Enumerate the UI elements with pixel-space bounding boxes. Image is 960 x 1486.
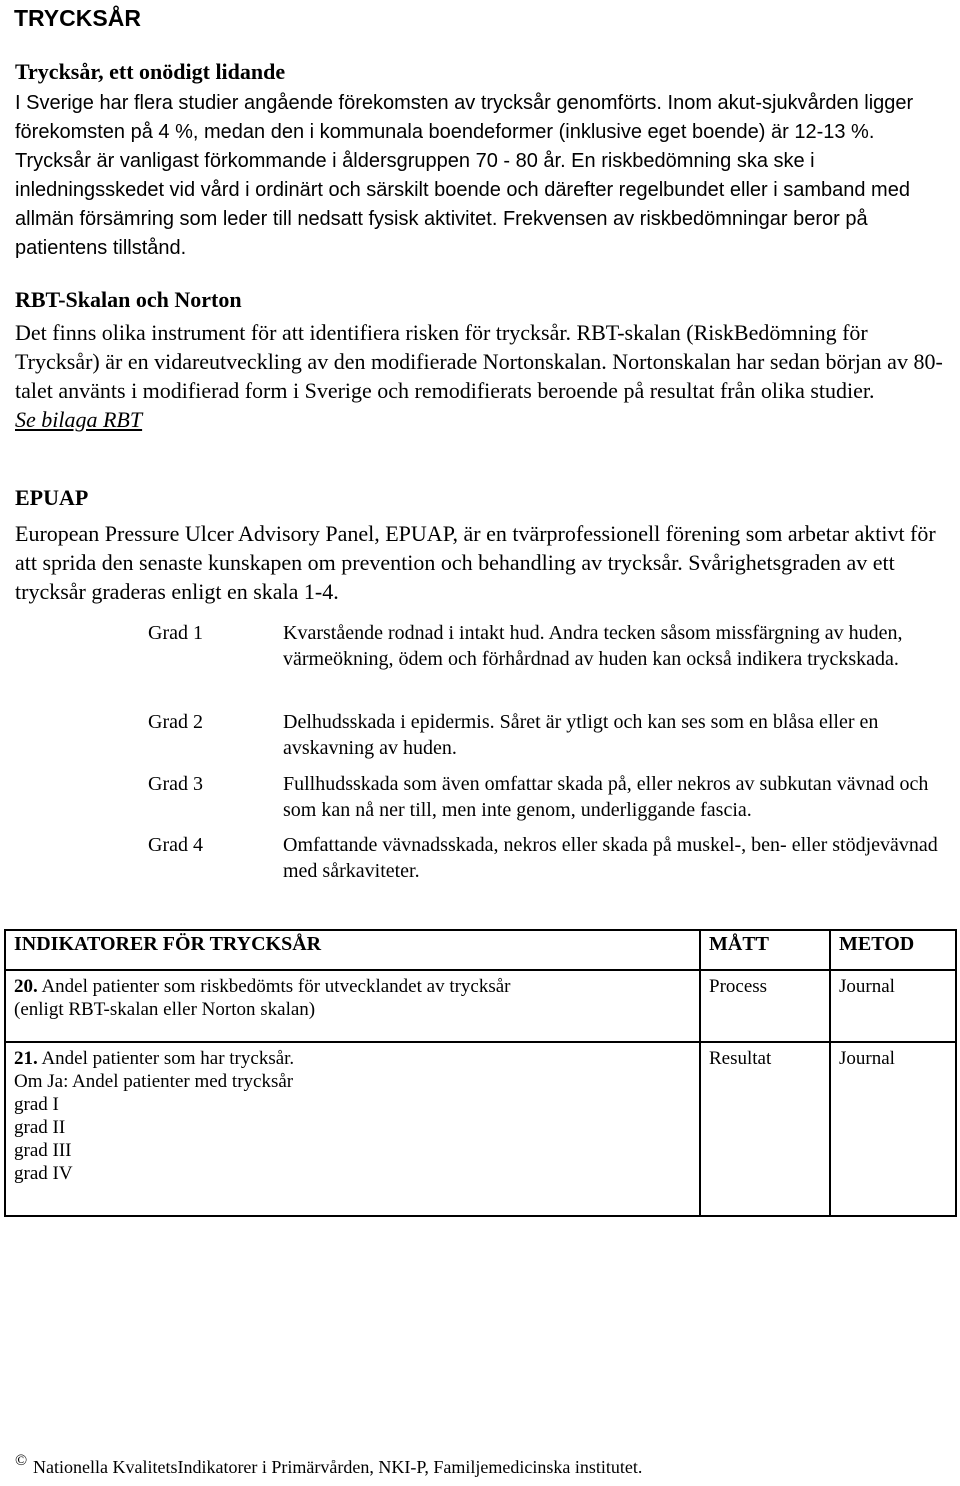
section-body-rbt xyxy=(15,318,955,434)
grade-description: Fullhudsskada som även omfattar skada på, eller nekros av subkutan vävnad och som kan nå ner till, men inte genom, underliggande fascia. xyxy=(283,773,929,821)
indicator-number: 20. xyxy=(14,976,38,997)
matt-cell: Process xyxy=(700,970,830,1042)
grade-label: Grad 4 xyxy=(148,834,203,856)
indicator-cell xyxy=(5,1042,700,1216)
table-row xyxy=(5,970,956,1042)
matt-cell: Resultat xyxy=(700,1042,830,1216)
metod-cell: Journal xyxy=(830,1042,956,1216)
grade-label: Grad 1 xyxy=(148,622,203,644)
metod-cell: Journal xyxy=(830,970,956,1042)
indicator-line: grad IV xyxy=(14,1163,73,1184)
page-title: TRYCKSÅR xyxy=(14,5,141,31)
indicator-cell xyxy=(5,970,700,1042)
indicator-line: Andel patienter som riskbedömts för utvecklandet av trycksår xyxy=(41,976,511,997)
copyright-icon: © xyxy=(15,1452,28,1469)
footer xyxy=(15,1452,643,1478)
section-heading-trycksar: Trycksår, ett onödigt lidande xyxy=(15,59,286,84)
indicator-line: grad III xyxy=(14,1140,72,1161)
table-row xyxy=(5,1042,956,1216)
indicator-number: 21. xyxy=(14,1048,38,1069)
section-heading-rbt: RBT-Skalan och Norton xyxy=(15,287,242,312)
link-se-bilaga-rbt[interactable]: Se bilaga RBT xyxy=(15,407,143,432)
indicator-table xyxy=(4,929,957,1217)
header-indikatorer: INDIKATORER FÖR TRYCKSÅR xyxy=(5,930,700,970)
indicator-line: Andel patienter som har trycksår. xyxy=(41,1048,295,1069)
section-text-trycksar: I Sverige har flera studier angående förekomsten av trycksår genomförts. Inom akut-sjukvården ligger förekomsten på 4 %, medan den i kommunala boendeformer (inklusive eget boende) är 12-13 %. Trycksår är vanligast förkommande i åldersgruppen 70 - 80 år. En riskbedömning ska ske i inledningsskedet vid vård i ordinärt och särskilt boende och därefter regelbundet eller i samband med allmän försämring som leder till nedsatt fysisk aktivitet. Frekvensen av riskbedömningar beror på patientens tillstånd. xyxy=(15,92,914,259)
header-matt: MÅTT xyxy=(700,930,830,970)
section-text-rbt: Det finns olika instrument för att identifiera risken för trycksår. RBT-skalan (RiskBedömning för Trycksår) är en vidareutveckling av den modifierade Nortonskalan. Nortonskalan har sedan början av 80-talet använts i modifierad form i Sverige och remodifierats beroende på resultat från olika studier. xyxy=(15,320,943,403)
grade-description: Delhudsskada i epidermis. Såret är ytligt och kan ses som en blåsa eller en avskavning av huden. xyxy=(283,711,879,759)
grade-description: Kvarstående rodnad i intakt hud. Andra tecken såsom missfärgning av huden, värmeökning, ödem och förhårdnad av huden kan också indikera tryckskada. xyxy=(283,622,903,670)
indicator-line: (enligt RBT-skalan eller Norton skalan) xyxy=(14,999,316,1020)
section-text-epuap: European Pressure Ulcer Advisory Panel, EPUAP, är en tvärprofessionell förening som arbetar aktivt för att sprida den senaste kunskapen om prevention och behandling av trycksår. Svårighetsgraden av ett trycksår graderas enligt en skala 1-4. xyxy=(15,521,936,604)
indicator-line: grad II xyxy=(14,1117,66,1138)
indicator-line: Om Ja: Andel patienter med trycksår xyxy=(14,1071,294,1092)
grade-description: Omfattande vävnadsskada, nekros eller skada på muskel-, ben- eller stödjevävnad med sårkaviteter. xyxy=(283,834,938,882)
table-header-row xyxy=(5,930,956,970)
section-heading-epuap: EPUAP xyxy=(15,485,89,510)
grade-label: Grad 2 xyxy=(148,711,203,733)
grade-label: Grad 3 xyxy=(148,773,203,795)
indicator-line: grad I xyxy=(14,1094,59,1115)
header-metod: METOD xyxy=(830,930,956,970)
footer-text: Nationella KvalitetsIndikatorer i Primärvården, NKI-P, Familjemedicinska institutet. xyxy=(33,1457,643,1477)
